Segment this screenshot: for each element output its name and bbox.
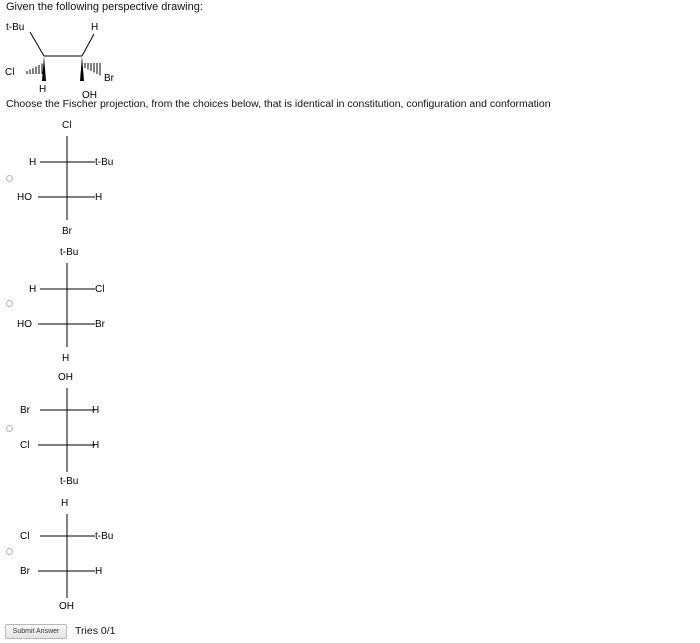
opt2-top: t-Bu [60,247,79,258]
opt2-lower-left: HO [17,319,32,330]
opt2-upper-right: Cl [95,284,105,295]
opt3-upper-right: H [92,405,100,416]
question-instruction: Choose the Fischer projection, from the choices below, that is identical in constitution, configuration and conformation [6,98,551,110]
option-1-fischer [0,118,150,240]
persp-wedge-right [80,56,84,81]
option-3-fischer [0,370,150,492]
opt3-upper-left: Br [20,405,30,416]
persp-hash-right [85,63,100,76]
persp-hash-left [27,64,42,75]
persp-bond-top-right [82,34,94,56]
persp-top-right: H [91,22,99,33]
opt2-bottom: H [62,353,70,364]
question-title: Given the following perspective drawing: [6,1,203,13]
opt1-top: Cl [62,120,72,131]
submit-answer-button[interactable]: Submit Answer [5,624,67,639]
persp-top-left: t-Bu [6,22,25,33]
opt4-lower-right: H [95,566,103,577]
opt1-lower-right: H [95,192,103,203]
opt4-upper-right: t-Bu [95,531,114,542]
opt1-lower-left: HO [17,192,32,203]
opt4-top: H [61,498,69,509]
persp-bottom-left: H [39,84,47,95]
opt3-top: OH [58,372,73,383]
opt1-upper-left: H [29,157,37,168]
opt1-bottom: Br [62,226,72,237]
opt1-upper-right: t-Bu [95,157,114,168]
perspective-drawing [0,16,140,102]
persp-bottom-right: OH [82,90,97,101]
opt3-lower-right: H [92,440,100,451]
opt4-bottom: OH [59,601,74,612]
opt3-lower-left: Cl [20,440,30,451]
opt4-upper-left: Cl [20,531,30,542]
option-2-fischer [0,245,150,367]
opt2-upper-left: H [29,284,37,295]
persp-bond-top-left [30,32,44,56]
tries-counter: Tries 0/1 [75,625,116,637]
persp-left: Cl [5,67,15,78]
opt2-lower-right: Br [95,319,105,330]
option-4-fischer [0,496,150,618]
persp-wedge-left [42,56,46,81]
opt4-lower-left: Br [20,566,30,577]
persp-right: Br [104,73,114,84]
opt3-bottom: t-Bu [60,476,79,487]
